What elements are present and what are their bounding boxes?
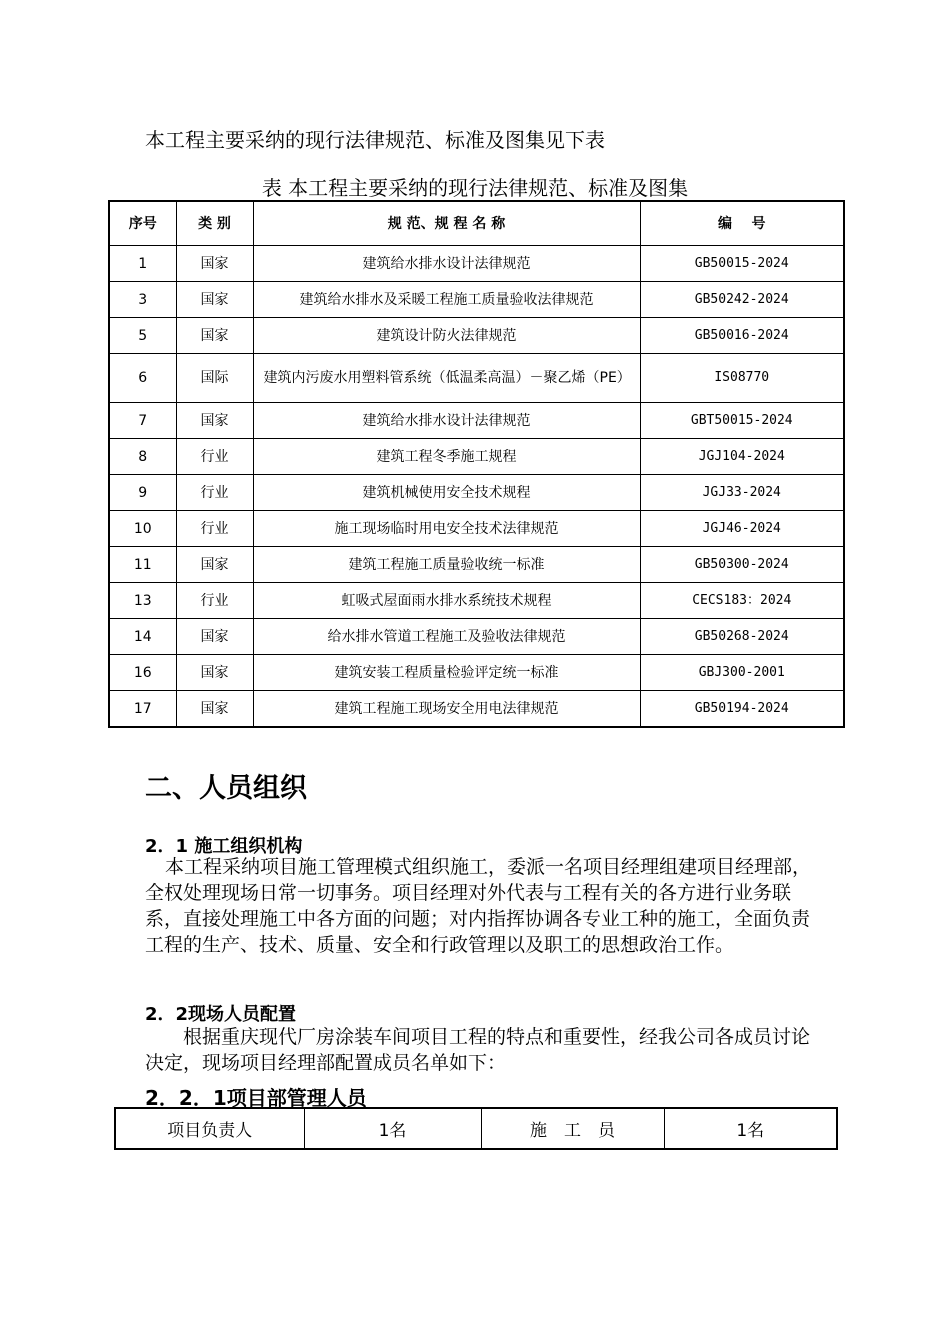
cell-name: 建筑给水排水设计法律规范 [253,246,640,282]
cell-category: 国际 [176,354,253,403]
cell-category: 国家 [176,403,253,439]
cell-category: 国家 [176,318,253,354]
cell-name: 建筑机械使用安全技术规程 [253,475,640,511]
cell-name: 建筑给水排水及采暖工程施工质量验收法律规范 [253,282,640,318]
table-row [109,619,844,655]
cell-category: 行业 [176,475,253,511]
cell-name: 建筑工程施工质量验收统一标准 [253,547,640,583]
cell-name: 建筑工程施工现场安全用电法律规范 [253,691,640,728]
cell-category: 国家 [176,619,253,655]
cell-name: 虹吸式屋面雨水排水系统技术规程 [253,583,640,619]
cell-name: 建筑给水排水设计法律规范 [253,403,640,439]
header-code: 编 号 [640,201,844,246]
table-row [109,547,844,583]
cell-name: 给水排水管道工程施工及验收法律规范 [253,619,640,655]
cell-code: JGJ104-2024 [640,439,844,475]
cell-code: GB50242-2024 [640,282,844,318]
cell-name: 施工现场临时用电安全技术法律规范 [253,511,640,547]
cell-code: IS08770 [640,354,844,403]
staff-count: 1名 [304,1108,481,1149]
subsection-heading-organization: 2．1 施工组织机构 [145,836,303,857]
table-caption: 表 本工程主要采纳的现行法律规范、标准及图集 [261,176,689,200]
cell-name: 建筑内污废水用塑料管系统（低温柔高温）－聚乙烯（PE） [253,354,640,403]
staff-role-project-lead: 项目负责人 [115,1108,304,1149]
organization-paragraph [145,854,815,958]
cell-name: 建筑安装工程质量检验评定统一标准 [253,655,640,691]
table-row [109,511,844,547]
header-category: 类 别 [176,201,253,246]
cell-code: GB50015-2024 [640,246,844,282]
cell-code: GB50300-2024 [640,547,844,583]
staffing-text: 根据重庆现代厂房涂装车间项目工程的特点和重要性，经我公司各成员讨论决定，现场项目经理部配置成员名单如下： [145,1026,811,1074]
cell-no: 14 [109,619,176,655]
cell-code: GB50268-2024 [640,619,844,655]
table-header-row [109,201,844,246]
table-row [109,475,844,511]
cell-no: 7 [109,403,176,439]
cell-no: 6 [109,354,176,403]
cell-category: 国家 [176,282,253,318]
cell-category: 国家 [176,691,253,728]
cell-name: 建筑工程冬季施工规程 [253,439,640,475]
table-row [109,246,844,282]
cell-code: GB50016-2024 [640,318,844,354]
cell-code: JGJ33-2024 [640,475,844,511]
organization-text: 本工程采纳项目施工管理模式组织施工，委派一名项目经理组建项目经理部，全权处理现场日常一切事务。项目经理对外代表与工程有关的各方进行业务联系，直接处理施工中各方面的问题；对内指挥协调各专业工种的施工，全面负责工程的生产、技术、质量、安全和行政管理以及职工的思想政治工作。 [145,856,812,956]
staff-row [115,1108,837,1149]
intro-text: 本工程主要采纳的现行法律规范、标准及图集见下表 [145,128,605,152]
header-no: 序号 [109,201,176,246]
staff-table [114,1107,838,1150]
cell-category: 行业 [176,583,253,619]
table-row [109,583,844,619]
cell-no: 9 [109,475,176,511]
cell-category: 行业 [176,511,253,547]
table-row [109,439,844,475]
table-row [109,354,844,403]
standards-table [108,200,845,728]
cell-category: 国家 [176,547,253,583]
table-row [109,691,844,728]
cell-code: GBJ300-2001 [640,655,844,691]
cell-code: CECS183：2024 [640,583,844,619]
staff-role-constructor: 施 工 员 [481,1108,664,1149]
table-row [109,655,844,691]
staffing-paragraph [145,1024,815,1076]
cell-no: 3 [109,282,176,318]
staff-count: 1名 [664,1108,837,1149]
cell-no: 11 [109,547,176,583]
table-row [109,318,844,354]
cell-no: 1 [109,246,176,282]
subsection-heading-staffing: 2．2现场人员配置 [145,1004,297,1025]
cell-no: 8 [109,439,176,475]
cell-code: JGJ46-2024 [640,511,844,547]
cell-no: 13 [109,583,176,619]
cell-category: 国家 [176,246,253,282]
cell-no: 17 [109,691,176,728]
header-name: 规 范、规 程 名 称 [253,201,640,246]
cell-code: GB50194-2024 [640,691,844,728]
cell-category: 国家 [176,655,253,691]
table-row [109,282,844,318]
cell-no: 5 [109,318,176,354]
cell-code: GBT50015-2024 [640,403,844,439]
table-row [109,403,844,439]
cell-category: 行业 [176,439,253,475]
cell-name: 建筑设计防火法律规范 [253,318,640,354]
cell-no: 16 [109,655,176,691]
section-heading-personnel: 二、人员组织 [145,773,307,804]
subsection-heading-management: 2．2．1项目部管理人员 [145,1086,367,1110]
cell-no: 10 [109,511,176,547]
